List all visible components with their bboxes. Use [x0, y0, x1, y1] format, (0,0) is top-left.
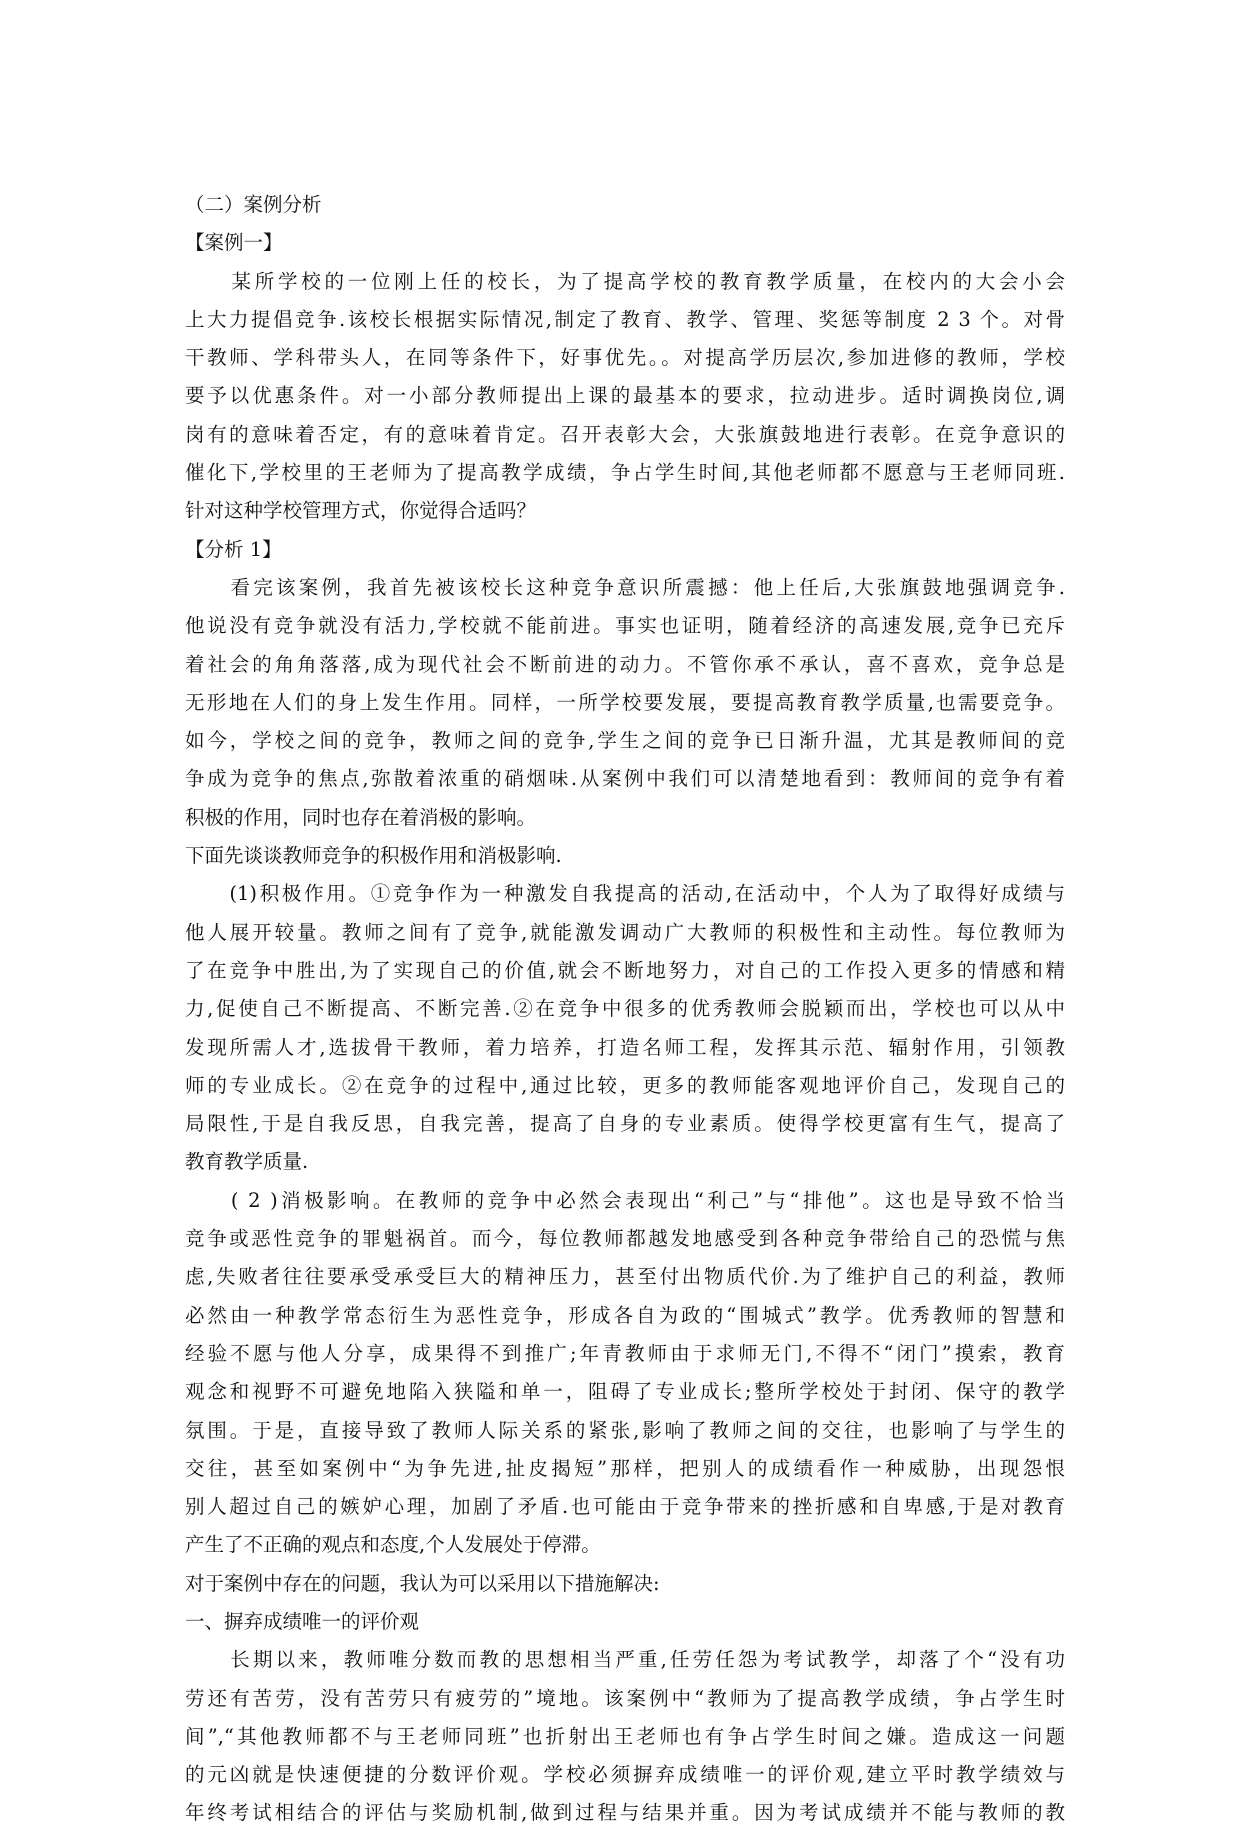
intro-line: 下面先谈谈教师竞争的积极作用和消极影响. — [185, 844, 562, 868]
negative-line: 竞争或恶性竞争的罪魁祸首。而今，每位教师都越发地感受到各种竞争带给自己的恐慌与焦 — [185, 1227, 1065, 1251]
analysis-line: 看完该案例，我首先被该校长这种竞争意识所震撼：他上任后,大张旗鼓地强调竞争. — [185, 575, 1065, 599]
positive-line: 力,促使自己不断提高、不断完善.②在竞争中很多的优秀教师会脱颖而出，学校也可以从中 — [185, 997, 1065, 1021]
negative-line: 交往，甚至如案例中“为争先进,扯皮揭短”那样，把别人的成绩看作一种威胁，出现怨恨 — [185, 1456, 1065, 1480]
negative-line: ( 2 )消极影响。在教师的竞争中必然会表现出“利己”与“排他”。这也是导致不恰当 — [185, 1188, 1065, 1212]
document-page — [185, 186, 1065, 1833]
positive-line: 了在竞争中胜出,为了实现自己的价值,就会不断地努力，对自己的工作投入更多的情感和精 — [185, 958, 1065, 982]
negative-line: 虑,失败者往往要承受承受巨大的精神压力，甚至付出物质代价.为了维护自己的利益，教师 — [185, 1265, 1065, 1289]
positive-line: 他人展开较量。教师之间有了竞争,就能激发调动广大教师的积极性和主动性。每位教师为 — [185, 920, 1065, 944]
case-line: 某所学校的一位刚上任的校长，为了提高学校的教育教学质量，在校内的大会小会 — [185, 269, 1065, 293]
negative-line: 观念和视野不可避免地陷入狭隘和单一，阻碍了专业成长;整所学校处于封闭、保守的教学 — [185, 1380, 1065, 1404]
negative-line: 产生了不正确的观点和态度,个人发展处于停滞。 — [185, 1533, 601, 1557]
measures-intro: 对于案例中存在的问题，我认为可以采用以下措施解决: — [185, 1571, 660, 1595]
measure-one-paragraph — [185, 1641, 1065, 1832]
case-line: 针对这种学校管理方式，你觉得合适吗？ — [185, 499, 537, 523]
analysis-paragraph — [185, 569, 1065, 837]
analysis-line: 着社会的角角落落,成为现代社会不断前进的动力。不管你承不承认，喜不喜欢，竞争总是 — [185, 652, 1065, 676]
case-line: 要予以优惠条件。对一小部分教师提出上课的最基本的要求，拉动进步。适时调换岗位,调 — [185, 384, 1065, 408]
positive-line: (1)积极作用。①竞争作为一种激发自我提高的活动,在活动中，个人为了取得好成绩与 — [185, 882, 1065, 906]
measure-one-heading: 一、摒弃成绩唯一的评价观 — [185, 1609, 420, 1633]
positive-line: 发现所需人才,选拔骨干教师，着力培养，打造名师工程，发挥其示范、辐射作用，引领教 — [185, 1035, 1065, 1059]
case-line: 干教师、学科带头人，在同等条件下，好事优先。。对提高学历层次,参加进修的教师，学校 — [185, 346, 1065, 370]
measure-one-line: 长期以来，教师唯分数而教的思想相当严重,任劳任怨为考试教学，却落了个“没有功 — [185, 1648, 1065, 1672]
positive-line: 师的专业成长。②在竞争的过程中,通过比较，更多的教师能客观地评价自己，发现自己的 — [185, 1073, 1065, 1097]
case-label: 【案例一】 — [185, 231, 283, 255]
measure-one-line: 间”,“其他教师都不与王老师同班”也折射出王老师也有争占学生时间之嫌。造成这一问题 — [185, 1724, 1065, 1748]
analysis-line: 无形地在人们的身上发生作用。同样，一所学校要发展，要提高教育教学质量,也需要竞争。 — [185, 690, 1065, 714]
positive-line: 局限性,于是自我反思，自我完善，提高了自身的专业素质。使得学校更富有生气，提高了 — [185, 1112, 1065, 1136]
case-line: 岗有的意味着否定，有的意味着肯定。召开表彰大会，大张旗鼓地进行表彰。在竞争意识的 — [185, 422, 1065, 446]
negative-line: 氛围。于是，直接导致了教师人际关系的紧张,影响了教师之间的交往，也影响了与学生的 — [185, 1418, 1065, 1442]
analysis-line: 争成为竞争的焦点,弥散着浓重的硝烟味.从案例中我们可以清楚地看到：教师间的竞争有着 — [185, 767, 1065, 791]
case-line: 催化下,学校里的王老师为了提高教学成绩，争占学生时间,其他老师都不愿意与王老师同班. — [185, 461, 1065, 485]
analysis-line: 积极的作用，同时也存在着消极的影响。 — [185, 805, 537, 829]
analysis-label: 【分析 1】 — [185, 537, 282, 561]
section-heading: （二）案例分析 — [185, 193, 322, 216]
negative-effects-paragraph — [185, 1182, 1065, 1565]
negative-line: 必然由一种教学常态衍生为恶性竞争，形成各自为政的“围城式”教学。优秀教师的智慧和 — [185, 1303, 1065, 1327]
negative-line: 经验不愿与他人分享，成果得不到推广;年青教师由于求师无门,不得不“闭门”摸索，教育 — [185, 1341, 1065, 1365]
measure-one-line: 的元凶就是快速便捷的分数评价观。学校必须摒弃成绩唯一的评价观,建立平时教学绩效与 — [185, 1763, 1065, 1787]
analysis-line: 如今，学校之间的竞争，教师之间的竞争,学生之间的竞争已日渐升温，尤其是教师间的竞 — [185, 729, 1065, 753]
positive-effects-paragraph — [185, 875, 1065, 1181]
negative-line: 别人超过自己的嫉妒心理，加剧了矛盾.也可能由于竞争带来的挫折感和自卑感,于是对教育 — [185, 1495, 1065, 1519]
analysis-line: 他说没有竞争就没有活力,学校就不能前进。事实也证明，随着经济的高速发展,竞争已充斥 — [185, 614, 1065, 638]
case-paragraph — [185, 263, 1065, 531]
measure-one-line: 年终考试相结合的评估与奖励机制,做到过程与结果并重。因为考试成绩并不能与教师的教 — [185, 1801, 1065, 1825]
measure-one-line: 劳还有苦劳，没有苦劳只有疲劳的”境地。该案例中“教师为了提高教学成绩，争占学生时 — [185, 1686, 1065, 1710]
positive-line: 教育教学质量. — [185, 1150, 309, 1174]
case-line: 上大力提倡竞争.该校长根据实际情况,制定了教育、教学、管理、奖惩等制度 2 3 个。对骨 — [185, 307, 1065, 331]
